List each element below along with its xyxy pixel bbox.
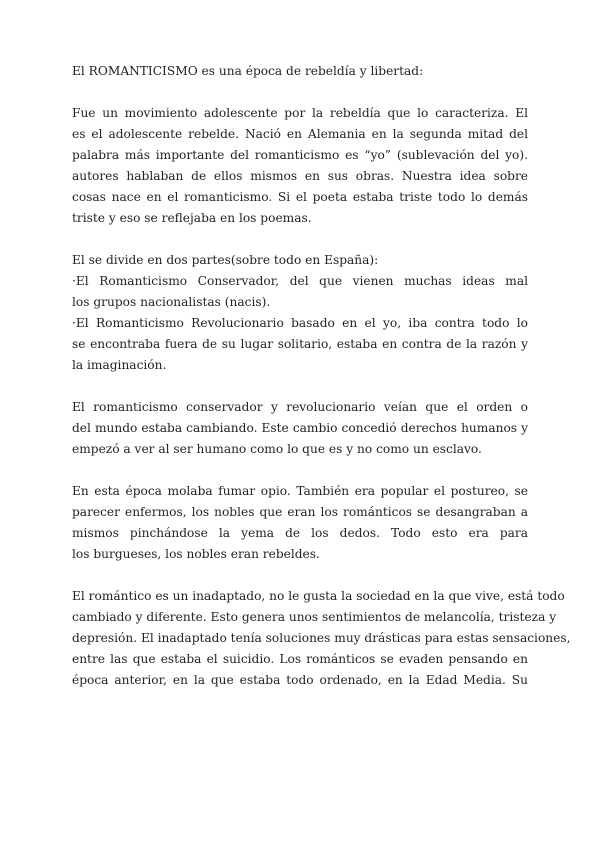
text-line: El romántico es un inadaptado, no le gusta la sociedad en la que vive, está todo bbox=[72, 589, 565, 603]
text-line: El romanticismo conservador y revolucionario veían que el orden o bbox=[72, 400, 528, 414]
text-line: parecer enfermos, los nobles que eran los románticos se desangraban a bbox=[72, 505, 528, 519]
paragraph-gap bbox=[72, 82, 528, 103]
text-line: cambiado y diferente. Esto genera unos sentimientos de melancolía, tristeza y bbox=[72, 610, 557, 624]
paragraph-change bbox=[72, 397, 528, 460]
text-line: es el adolescente rebelde. Nació en Alemania en la segunda mitad del bbox=[72, 127, 528, 141]
paragraph-divisions bbox=[72, 250, 528, 376]
paragraph-gap bbox=[72, 565, 528, 586]
paragraph-origins bbox=[72, 103, 528, 229]
text-line: entre las que estaba el suicidio. Los románticos se evaden pensando en bbox=[72, 652, 528, 666]
document-body bbox=[72, 61, 571, 691]
text-line: El se divide en dos partes(sobre todo en España): bbox=[72, 253, 379, 267]
text-line: triste y eso se reflejaba en los poemas. bbox=[72, 211, 312, 225]
text-line: los grupos nacionalistas (nacis). bbox=[72, 295, 271, 309]
text-line: empezó a ver al ser humano como lo que es y no como un esclavo. bbox=[72, 442, 482, 456]
paragraph-opium bbox=[72, 481, 528, 565]
list-item-revolucionario: ·El Romanticismo Revolucionario basado en el yo, iba contra todo lo bbox=[72, 316, 528, 330]
text-line: palabra más importante del romanticismo es “yo” (sublevación del yo). bbox=[72, 148, 528, 162]
text-line: los burgueses, los nobles eran rebeldes. bbox=[72, 547, 320, 561]
text-line: depresión. El inadaptado tenía soluciones muy drásticas para estas sensaciones, bbox=[72, 631, 571, 645]
text-line: En esta época molaba fumar opio. También era popular el postureo, se bbox=[72, 484, 528, 498]
document-heading: El ROMANTICISMO es una época de rebeldía y libertad: bbox=[72, 64, 424, 78]
text-line: Fue un movimiento adolescente por la rebeldía que lo caracteriza. El bbox=[72, 106, 528, 120]
text-line: cosas nace en el romanticismo. Si el poeta estaba triste todo lo demás bbox=[72, 190, 528, 204]
text-line: mismos pinchándose la yema de los dedos. Todo esto era para bbox=[72, 526, 528, 540]
paragraph-inadaptado bbox=[72, 586, 571, 691]
text-line: la imaginación. bbox=[72, 358, 167, 372]
text-line: autores hablaban de ellos mismos en sus obras. Nuestra idea sobre bbox=[72, 169, 528, 183]
text-line: del mundo estaba cambiando. Este cambio concedió derechos humanos y bbox=[72, 421, 528, 435]
text-line: época anterior, en la que estaba todo ordenado, en la Edad Media. Su bbox=[72, 673, 528, 687]
list-item-conservador: ·El Romanticismo Conservador, del que vienen muchas ideas mal bbox=[72, 274, 528, 288]
paragraph-gap bbox=[72, 460, 528, 481]
paragraph-gap bbox=[72, 229, 528, 250]
text-line: se encontraba fuera de su lugar solitario, estaba en contra de la razón y bbox=[72, 337, 528, 351]
paragraph-gap bbox=[72, 376, 528, 397]
